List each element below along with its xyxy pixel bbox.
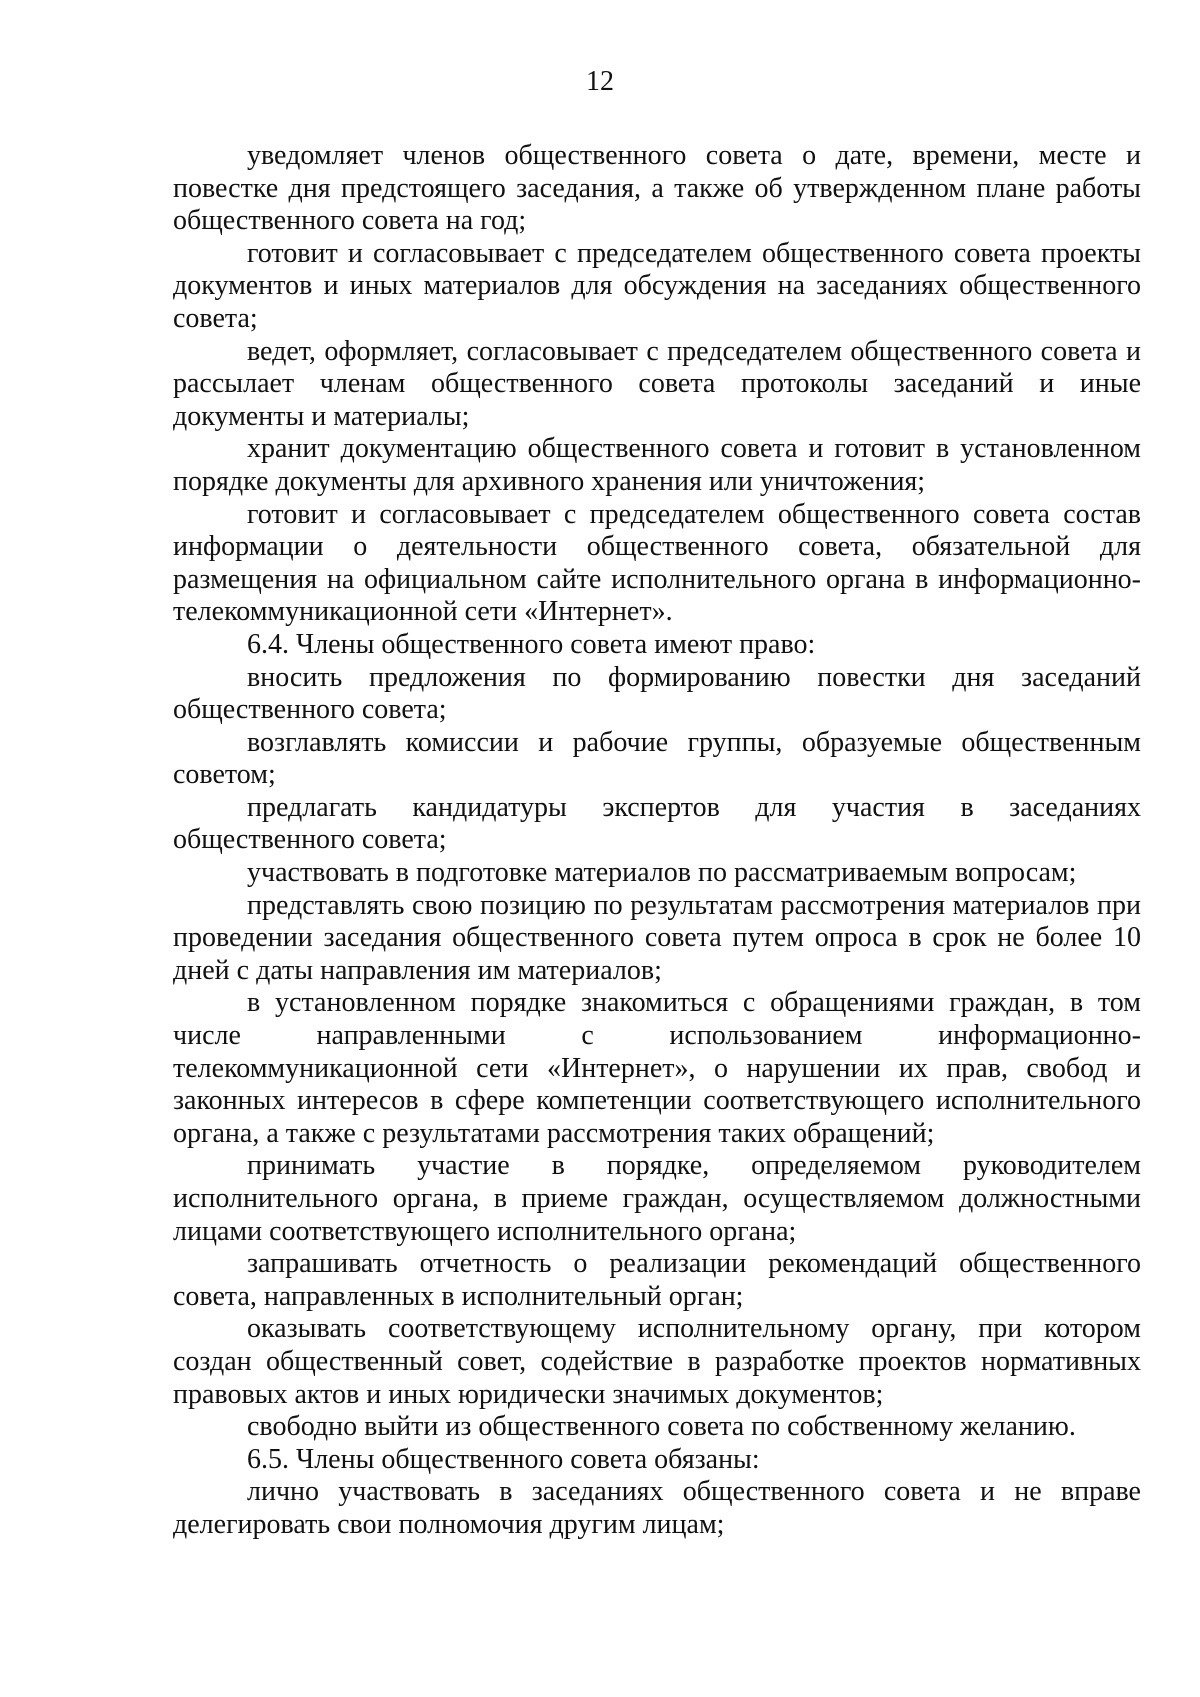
paragraph: свободно выйти из общественного совета по собственному желанию. bbox=[247, 1411, 1076, 1443]
paragraph: представлять свою позицию по результатам рассмотрения материалов при проведении заседания общественного совета путем опроса в срок не более 10 дней с даты направления им материалов; bbox=[173, 889, 1141, 986]
paragraph: в установленном порядке знакомиться с обращениями граждан, в том числе направленными с использованием информационно-телекоммуникационной сети «Интернет», о нарушении их прав, свобод и законных интересов в сфере компетенции соответствующего исполнительного органа, а также с результатами рассмотрения таких обращений; bbox=[173, 987, 1141, 1149]
paragraph: оказывать соответствующему исполнительному органу, при котором создан общественный совет, содействие в разработке проектов нормативных правовых актов и иных юридически значимых документов; bbox=[173, 1313, 1141, 1410]
section-heading: 6.4. Члены общественного совета имеют право: bbox=[247, 628, 816, 660]
paragraph: участвовать в подготовке материалов по рассматриваемым вопросам; bbox=[247, 857, 1077, 889]
paragraph: лично участвовать в заседаниях общественного совета и не вправе делегировать свои полномочия другим лицам; bbox=[173, 1476, 1141, 1540]
page-number: 12 bbox=[586, 66, 614, 97]
paragraph: возглавлять комиссии и рабочие группы, образуемые общественным советом; bbox=[173, 726, 1141, 791]
document-body bbox=[173, 140, 1141, 1542]
paragraph: ведет, оформляет, согласовывает с председателем общественного совета и рассылает членам общественного совета протоколы заседаний и иные документы и материалы; bbox=[173, 335, 1141, 432]
paragraph: предлагать кандидатуры экспертов для участия в заседаниях общественного совета; bbox=[173, 791, 1141, 856]
paragraph: готовит и согласовывает с председателем общественного совета состав информации о деятельности общественного совета, обязательной для размещения на официальном сайте исполнительного органа в информационно-телекоммуникационной сети «Интернет». bbox=[173, 498, 1141, 628]
paragraph: готовит и согласовывает с председателем общественного совета проекты документов и иных материалов для обсуждения на заседаниях общественного совета; bbox=[173, 237, 1141, 334]
section-heading: 6.5. Члены общественного совета обязаны: bbox=[247, 1443, 760, 1475]
paragraph: запрашивать отчетность о реализации рекомендаций общественного совета, направленных в исполнительный орган; bbox=[173, 1248, 1141, 1312]
paragraph: уведомляет членов общественного совета о дате, времени, месте и повестке дня предстоящего заседания, а также об утвержденном плане работы общественного совета на год; bbox=[173, 140, 1141, 237]
paragraph: вносить предложения по формированию повестки дня заседаний общественного совета; bbox=[173, 661, 1141, 726]
paragraph: хранит документацию общественного совета и готовит в установленном порядке документы для архивного хранения или уничтожения; bbox=[173, 433, 1141, 497]
paragraph: принимать участие в порядке, определяемом руководителем исполнительного органа, в приеме граждан, осуществляемом должностными лицами соответствующего исполнительного органа; bbox=[173, 1150, 1141, 1247]
